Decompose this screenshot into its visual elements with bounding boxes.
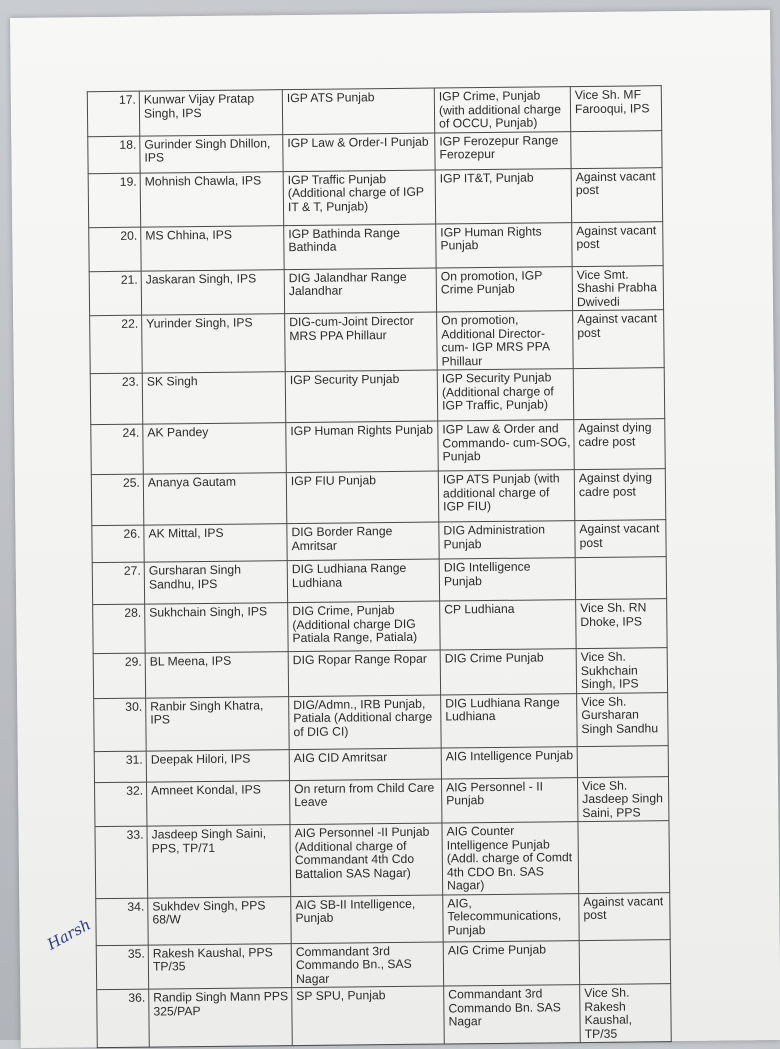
- table-row: [89, 221, 663, 271]
- new-posting-cell: Commandant 3rd Commando Bn. SAS Nagar: [444, 985, 581, 1044]
- present-posting-cell: DIG Border Range Amritsar: [287, 522, 439, 561]
- present-posting-cell: DIG-cum-Joint Director MRS PPA Phillaur: [285, 312, 438, 372]
- remarks-cell: Against vacant post: [573, 310, 665, 369]
- document-page: [10, 10, 780, 1048]
- remarks-cell: Against dying cadre post: [574, 419, 666, 470]
- new-posting-cell: AIG Personnel - II Punjab: [441, 777, 577, 823]
- new-posting-cell: DIG Ludhiana Range Ludhiana: [441, 693, 578, 747]
- remarks-cell: Vice Sh. Sukhchain Singh, IPS: [576, 648, 667, 693]
- new-posting-cell: CP Ludhiana: [440, 600, 577, 650]
- remarks-cell: Vice Sh. Jasdeep Singh Saini, PPS: [577, 776, 668, 821]
- officer-name-cell: Sukhchain Singh, IPS: [145, 603, 289, 653]
- table-row: [88, 130, 662, 173]
- present-posting-cell: DIG Ropar Range Ropar: [288, 650, 440, 696]
- serial-number-cell: 30.: [94, 698, 147, 752]
- remarks-cell: [578, 821, 670, 893]
- present-posting-cell: IGP FIU Punjab: [286, 471, 439, 524]
- present-posting-cell: DIG/Admn., IRB Punjab, Patiala (Additional charge of DIG CI): [289, 695, 442, 750]
- officer-name-cell: SK Singh: [142, 372, 286, 424]
- table-row: [91, 469, 666, 526]
- serial-number-cell: 27.: [92, 562, 144, 605]
- table-row: [91, 419, 665, 475]
- handwritten-signature: Harsh: [44, 915, 94, 954]
- present-posting-cell: DIG Ludhiana Range Ludhiana: [287, 559, 439, 603]
- present-posting-cell: AIG CID Amritsar: [289, 748, 441, 781]
- table-row: [90, 310, 665, 374]
- present-posting-cell: IGP Human Rights Punjab: [286, 421, 439, 473]
- serial-number-cell: 23.: [90, 373, 143, 425]
- serial-number-cell: 20.: [89, 227, 141, 272]
- remarks-cell: Against vacant post: [572, 221, 663, 266]
- new-posting-cell: DIG Crime Punjab: [440, 649, 576, 695]
- remarks-cell: Against dying cadre post: [574, 469, 666, 521]
- officer-name-cell: Gurinder Singh Dhillon, IPS: [140, 134, 283, 172]
- new-posting-cell: IGP Ferozepur Range Ferozepur: [435, 131, 571, 169]
- officer-name-cell: Jasdeep Singh Saini, PPS, TP/71: [147, 825, 291, 898]
- present-posting-cell: IGP Traffic Punjab (Additional charge of IGP IT & T, Punjab): [283, 170, 436, 226]
- remarks-cell: [571, 130, 662, 168]
- present-posting-cell: IGP Security Punjab: [285, 370, 438, 423]
- present-posting-cell: IGP ATS Punjab: [282, 88, 434, 134]
- officer-name-cell: BL Meena, IPS: [145, 652, 288, 698]
- present-posting-cell: IGP Law & Order-I Punjab: [283, 133, 435, 172]
- officer-name-cell: Mohnish Chawla, IPS: [140, 171, 284, 226]
- table-row: [90, 368, 665, 425]
- new-posting-cell: IGP IT&T, Punjab: [435, 168, 572, 223]
- new-posting-cell: IGP Crime, Punjab (with additional charge of OCCU, Punjab): [434, 87, 570, 133]
- remarks-cell: Vice Sh. RN Dhoke, IPS: [576, 599, 668, 649]
- serial-number-cell: 32.: [95, 782, 147, 827]
- serial-number-cell: 24.: [91, 424, 144, 475]
- present-posting-cell: DIG Crime, Punjab (Additional charge DIG Patiala Range, Patiala): [288, 601, 441, 652]
- remarks-cell: Against vacant post: [579, 892, 670, 940]
- new-posting-cell: IGP ATS Punjab (with additional charge of IGP FIU): [438, 470, 575, 522]
- table-row: [96, 939, 670, 990]
- remarks-cell: Against vacant post: [575, 520, 666, 558]
- officer-name-cell: Deepak Hilori, IPS: [146, 749, 289, 781]
- table-row: [88, 167, 663, 227]
- officer-name-cell: Kunwar Vijay Pratap Singh, IPS: [139, 90, 282, 136]
- remarks-cell: Vice Sh. MF Farooqui, IPS: [570, 86, 661, 131]
- table-row: [96, 892, 670, 945]
- remarks-cell: [577, 745, 668, 777]
- serial-number-cell: 21.: [89, 271, 141, 316]
- serial-number-cell: 34.: [96, 898, 148, 946]
- remarks-cell: Vice Smt. Shashi Prabha Dwivedi: [572, 265, 663, 310]
- new-posting-cell: AIG Counter Intelligence Punjab (Addl. charge of Comdt 4th CDO Bn. SAS Nagar): [442, 822, 579, 895]
- serial-number-cell: 25.: [91, 474, 144, 526]
- serial-number-cell: 36.: [97, 989, 150, 1048]
- officer-name-cell: Sukhdev Singh, PPS 68/W: [148, 896, 291, 944]
- new-posting-cell: IGP Law & Order and Commando- cum-SOG, Punjab: [438, 420, 575, 471]
- officer-name-cell: Yurinder Singh, IPS: [142, 314, 286, 373]
- serial-number-cell: 18.: [88, 136, 140, 174]
- officer-name-cell: MS Chhina, IPS: [141, 225, 284, 270]
- table-row: [87, 86, 661, 137]
- serial-number-cell: 29.: [93, 653, 145, 698]
- present-posting-cell: AIG SB-II Intelligence, Punjab: [291, 895, 443, 944]
- new-posting-cell: AIG Crime Punjab: [443, 940, 579, 986]
- table-row: [92, 557, 666, 605]
- officer-name-cell: Amneet Kondal, IPS: [147, 780, 290, 826]
- table-row: [93, 599, 667, 654]
- table-row: [92, 520, 666, 563]
- table-row: [97, 984, 672, 1048]
- remarks-cell: Vice Sh. Gursharan Singh Sandhu: [577, 692, 669, 746]
- present-posting-cell: IGP Bathinda Range Bathinda: [284, 224, 436, 270]
- officer-name-cell: Ranbir Singh Khatra, IPS: [146, 696, 290, 750]
- officer-name-cell: AK Mittal, IPS: [144, 524, 287, 562]
- present-posting-cell: On return from Child Care Leave: [289, 779, 441, 825]
- new-posting-cell: On promotion, IGP Crime Punjab: [436, 266, 572, 312]
- serial-number-cell: 35.: [96, 945, 148, 990]
- present-posting-cell: DIG Jalandhar Range Jalandhar: [284, 268, 436, 314]
- remarks-cell: Vice Sh. Rakesh Kaushal, TP/35: [580, 984, 672, 1043]
- table-body: [87, 86, 671, 1048]
- serial-number-cell: 17.: [87, 91, 139, 136]
- table-row: [93, 648, 667, 699]
- new-posting-cell: AIG, Telecommunications, Punjab: [443, 893, 579, 941]
- remarks-cell: [579, 939, 670, 984]
- new-posting-cell: AIG Intelligence Punjab: [441, 746, 577, 778]
- serial-number-cell: 28.: [93, 604, 146, 654]
- remarks-cell: [575, 557, 666, 600]
- officer-name-cell: Jaskaran Singh, IPS: [141, 269, 284, 315]
- remarks-cell: [573, 368, 665, 420]
- new-posting-cell: On promotion, Additional Director-cum- IGP MRS PPA Phillaur: [437, 311, 574, 370]
- officer-name-cell: Ananya Gautam: [143, 473, 287, 525]
- present-posting-cell: AIG Personnel -II Punjab (Additional charge of Commandant 4th Cdo Battalion SAS Nagar): [290, 823, 443, 896]
- transfer-orders-table: [87, 85, 672, 1048]
- serial-number-cell: 26.: [92, 525, 144, 563]
- table-row: [95, 776, 669, 827]
- present-posting-cell: SP SPU, Punjab: [292, 986, 445, 1046]
- present-posting-cell: Commandant 3rd Commando Bn., SAS Nagar: [291, 942, 443, 988]
- officer-name-cell: Randip Singh Mann PPS 325/PAP: [149, 988, 293, 1047]
- table-row: [89, 265, 663, 316]
- table-row: [95, 821, 670, 899]
- serial-number-cell: 33.: [95, 826, 148, 898]
- new-posting-cell: IGP Human Rights Punjab: [436, 222, 572, 267]
- officer-name-cell: Rakesh Kaushal, PPS TP/35: [148, 943, 291, 989]
- officer-name-cell: AK Pandey: [143, 423, 287, 474]
- remarks-cell: Against vacant post: [571, 167, 663, 222]
- new-posting-cell: DIG Intelligence Punjab: [439, 558, 575, 601]
- serial-number-cell: 22.: [90, 315, 143, 374]
- table-row: [94, 692, 669, 751]
- officer-name-cell: Gursharan Singh Sandhu, IPS: [144, 561, 287, 604]
- new-posting-cell: DIG Administration Punjab: [439, 521, 575, 559]
- serial-number-cell: 31.: [94, 751, 146, 783]
- new-posting-cell: IGP Security Punjab (Additional charge of IGP Traffic, Punjab): [437, 369, 574, 421]
- serial-number-cell: 19.: [88, 173, 141, 228]
